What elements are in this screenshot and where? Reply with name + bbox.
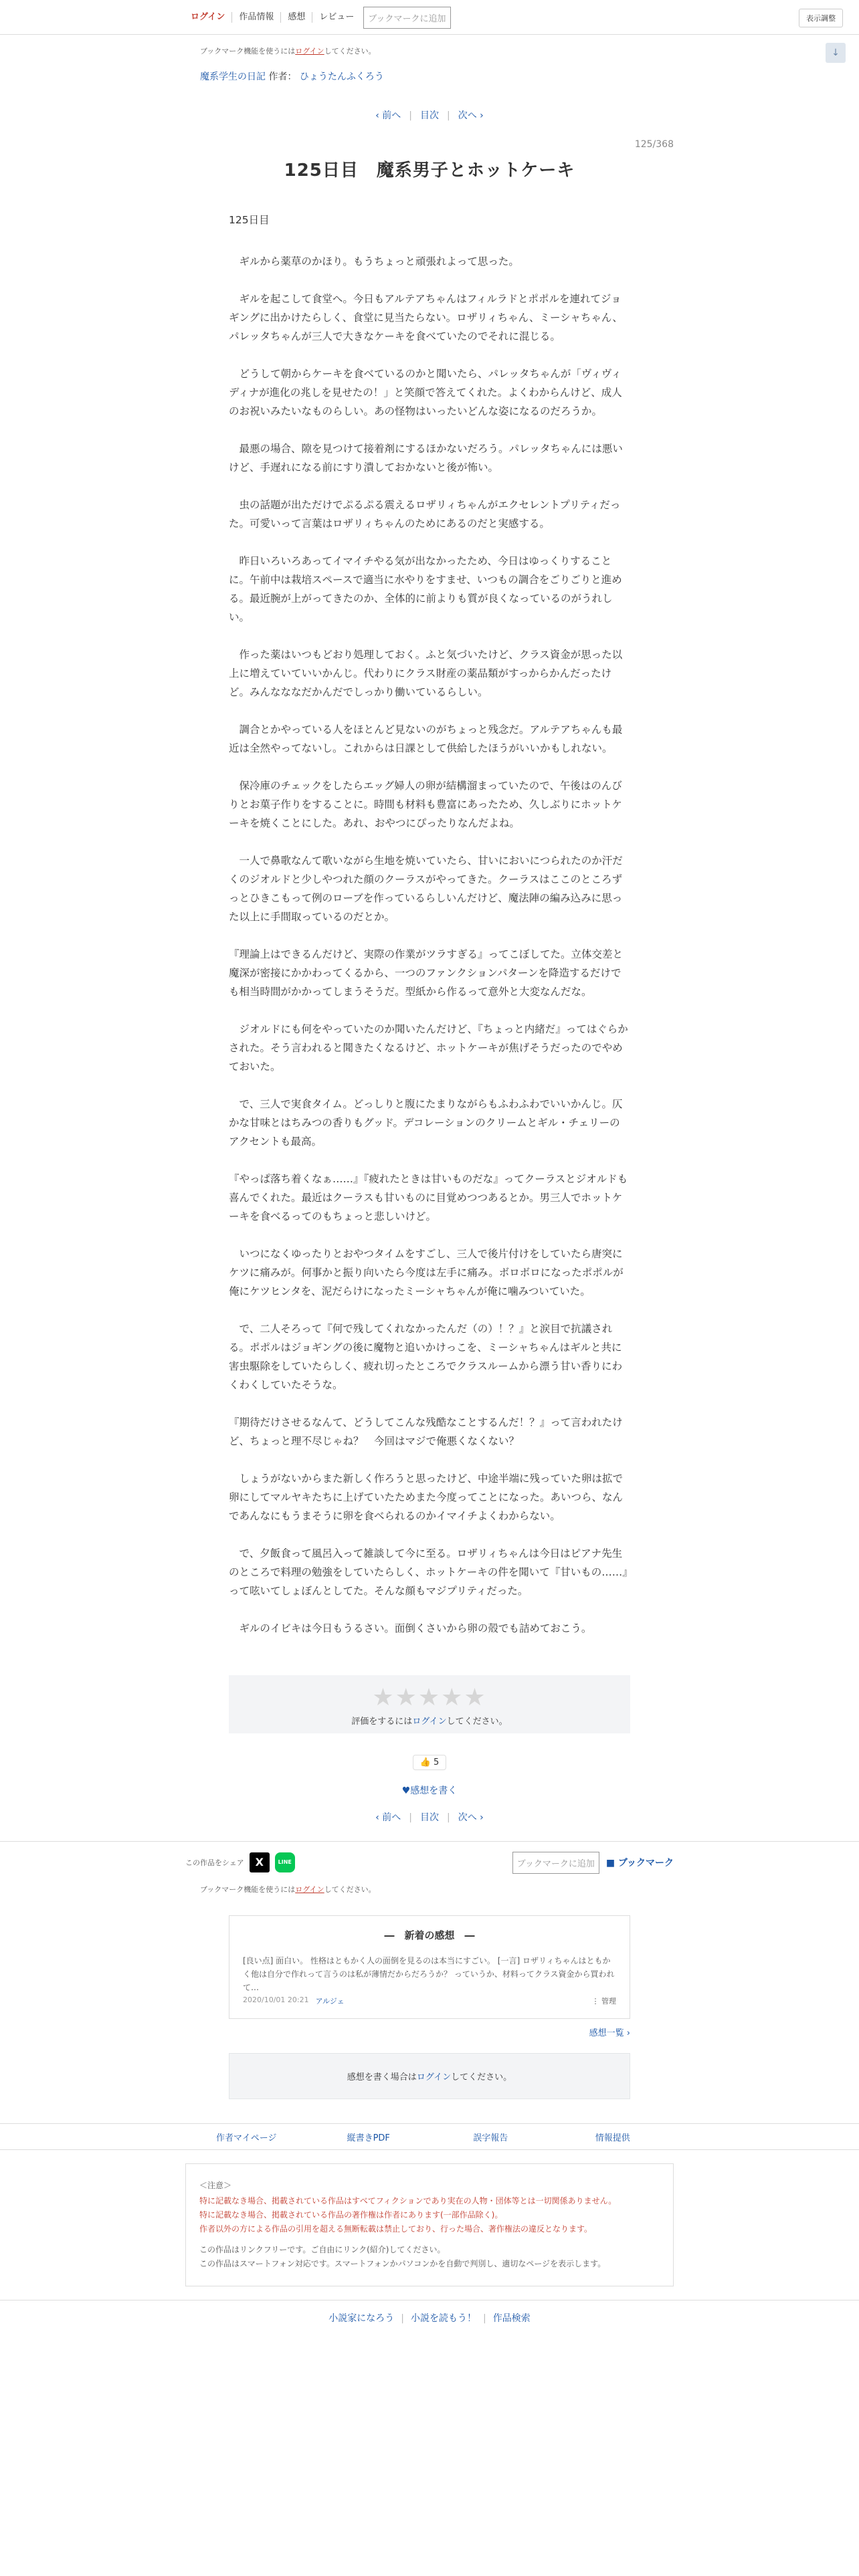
impression-manage-button[interactable]: ⋮ 管理: [591, 1997, 616, 2006]
impressions-list-link[interactable]: 感想一覧 ›: [589, 2028, 630, 2038]
impression-login-link[interactable]: ログイン: [416, 2072, 452, 2082]
review-link[interactable]: レビュー: [319, 12, 355, 22]
series-title-link[interactable]: 魔系学生の日記: [200, 72, 266, 82]
author-link[interactable]: ひょうたんふくろう: [299, 72, 384, 82]
impression-date: 2020/10/01 20:21: [243, 1996, 309, 2004]
notice-header: ＜注意＞: [199, 2181, 232, 2190]
bookmark-login-note-bottom: ブックマーク機能を使うにはログインしてください。: [200, 1885, 376, 1894]
notice-reprint: 作者以外の方による作品の引用を超える無断転載は禁止しており、行った場合、著作権法の違反となります。: [199, 2224, 593, 2234]
latest-impressions-box: [229, 1915, 630, 2019]
bookmark-link[interactable]: ■ ブックマーク: [605, 1858, 674, 1868]
novel-paragraph: しょうがないからまた新しく作ろうと思ったけど、中途半端に残っていた卵は拡で卵にしてマルヤキたちに上げていたためまた今度ってことになった。あいつら、なんであんなにもうまそうに卵を食べられるのかイマイチよくわからない。: [229, 1473, 624, 1522]
like-count: 5: [434, 1757, 440, 1767]
rating-box: [229, 1675, 630, 1733]
novel-paragraph: 昨日いろいろあってイマイチやる気が出なかったため、今日はゆっくりすることに。午前中は栽培スペースで適当に水やりをすませ、いつもの調合をごりごりと進める。最近腕が上がってきたのか、全体的に前よりも質が良くなっているのがうれしい。: [229, 555, 622, 623]
novel-paragraph: ギルを起こして食堂へ。今日もアルテアちゃんはフィルラドとポポルを連れてジョギングに出かけたらしく、食堂に見当たらない。ロザリィちゃん、ミーシャちゃん、パレッタちゃんが三人で大きなケーキを食べていたのでそれに混じる。: [229, 293, 623, 342]
author-label: 作者：: [268, 72, 297, 82]
bookmark-add-button[interactable]: ブックマークに追加: [363, 7, 450, 29]
impression-text: [良い点] 面白い。 性格はともかく人の面倒を見るのは本当にすごい。 [一言] ロザリィちゃんはともかく他は自分で作れって言うのは私が薄情だからだろうか？ っていうか、材料ってクラス資金から買われて…: [243, 1956, 615, 1992]
rating-login-link[interactable]: ログイン: [412, 1717, 447, 1727]
novel-search-link[interactable]: 作品検索: [492, 2313, 531, 2324]
impressions-link[interactable]: 感想: [281, 12, 312, 23]
x-share-icon[interactable]: X: [250, 1852, 270, 1872]
novel-paragraph: ギルから薬草のかほり。もうちょっと頑張れよって思った。: [229, 255, 519, 267]
novel-paragraph: で、夕飯食って風呂入って雑談して今に至る。ロザリィちゃんは今日はピアナ先生のところで料理の勉強をしていたらしく、ホットケーキの件を聞いて『甘いもの……』って呟いてしょぼんとしてた。そんな顔もマジプリティだった。: [229, 1547, 628, 1597]
notice-linkfree: この作品はリンクフリーです。ご自由にリンク(紹介)してください。: [199, 2245, 446, 2254]
rating-stars-icon[interactable]: ★★★★★: [372, 1684, 487, 1711]
line-share-icon[interactable]: LINE: [275, 1852, 295, 1872]
impression-meta: [243, 1996, 616, 2006]
novel-paragraph: 虫の話題が出ただけでぷるぷる震えるロザリィちゃんがエクセレントプリティだった。可愛いって言葉はロザリィちゃんのためにあるのだと実感する。: [229, 499, 621, 530]
like-button[interactable]: [413, 1755, 447, 1770]
site-links: 小説家になろう | 小説を読もう！ | 作品検索: [0, 2300, 859, 2325]
novel-paragraph: 一人で鼻歌なんて歌いながら生地を焼いていたら、甘いにおいにつられたのか汗だくのジオルドと少しやつれた顔のクーラスがやってきた。クーラスはここのところずっとひきこもって例のローブを作っているらしいんだけど、魔法陣の編み込みに思った以上に手間取っているのだとか。: [229, 855, 623, 923]
impression-user-link[interactable]: アルジェ: [315, 1997, 345, 2006]
yomou-link[interactable]: 小説を読もう！: [411, 2313, 476, 2324]
novel-paragraph: 『期待だけさせるなんて、どうしてこんな残酷なことするんだ！？』って言われたけど、ちょっと理不尽じゃね？ 今回はマジで俺悪くなくない？: [229, 1416, 623, 1447]
series-info: [185, 70, 674, 83]
novel-paragraph: 『やっぱ落ち着くなぁ……』『疲れたときは甘いものだな』ってクーラスとジオルドも喜んでくれた。最近はクーラスも甘いものに目覚めつつあるとか。男三人でホットケーキを食べるってのもちょっと悲しいけど。: [229, 1173, 628, 1222]
likes: [0, 1755, 859, 1770]
novel-paragraph: で、二人そろって『何で残してくれなかったんだ（の）！？』と涙目で抗議される。ポポルはジョギングの後に魔物と追いかけっこを、ミーシャちゃんはギルと共に害虫駆除をしていたらしく、疲れ切ったところでクラスルームから漂う甘い香りにわくわくしていたそうな。: [229, 1323, 623, 1391]
prev-chapter-link-bottom[interactable]: ‹ 前へ: [375, 1812, 401, 1823]
page-number: 125/368: [634, 139, 674, 150]
share-label: この作品をシェア: [185, 1858, 244, 1867]
impression-login-box: 感想を書く場合はログインしてください。: [229, 2053, 630, 2099]
content-header: [185, 45, 674, 181]
episode-title: 125日目 魔系男子とホットケーキ: [284, 160, 575, 181]
bookmark-login-note: ブックマーク機能を使うにはログインしてください。: [200, 47, 376, 56]
thumbs-up-icon: 👍: [419, 1757, 431, 1767]
top-nav: [0, 0, 859, 35]
next-chapter-link[interactable]: 次へ ›: [458, 110, 484, 121]
chapter-pager-top: ‹ 前へ | 目次 | 次へ ›: [185, 108, 674, 122]
notice-box: [185, 2163, 674, 2286]
login-link[interactable]: ログイン: [185, 12, 232, 23]
info-provide-link[interactable]: 情報提供: [595, 2133, 630, 2143]
notice-smartphone: この作品はスマートフォン対応です。スマートフォンかパソコンかを自動で判別し、適切なページを表示します。: [199, 2259, 606, 2268]
novel-paragraph: で、三人で実食タイム。どっしりと腹にたまりながらもふわふわでいいかんじ。仄かな甘味とはちみつの香りもグッド。デコレーションのクリームとギル・チェリーのアクセントも最高。: [229, 1098, 623, 1148]
novel-paragraph: ギルのイビキは今日もうるさい。面倒くさいから卵の殻でも詰めておこう。: [229, 1622, 592, 1634]
bookmark-add-button-bottom[interactable]: ブックマークに追加: [512, 1852, 599, 1874]
next-chapter-link-bottom[interactable]: 次へ ›: [458, 1812, 484, 1823]
impressions-title: ― 新着の感想 ―: [384, 1929, 475, 1941]
display-settings-button[interactable]: 表示調整: [799, 9, 843, 27]
novel-paragraph: 作った薬はいつもどおり処理しておく。ふと気づいたけど、クラス資金が思った以上に増えていていいかんじ。代わりにクラス財産の薬品類がすっからかんだったけど。みんなななだかんだでしっかり働いているらしい。: [229, 649, 623, 698]
novel-info-link[interactable]: 作品情報: [232, 12, 281, 23]
vertical-pdf-link[interactable]: 縦書きPDF: [347, 2133, 390, 2143]
notice-fiction: 特に記載なき場合、掲載されている作品はすべてフィクションであり実在の人物・団体等とは一切関係ありません。: [199, 2196, 617, 2206]
novel-paragraph: 調合とかやっている人をほとんど見ないのがちょっと残念だ。アルテアちゃんも最近は全然やってないし。これからは日課として供給したほうがいいかもしれない。: [229, 724, 623, 754]
novel-body: [229, 211, 630, 1638]
rating-login-note: 評価をするにはログインしてください。: [351, 1717, 508, 1727]
novel-paragraph: いつになくゆったりとおやつタイムをすごし、三人で後片付けをしていたら唐突にケツに痛みが。何事かと振り向いたら今度は左手に痛み。ボロボロになったポポルが俺にケツヒンタを、泥だらけになったミーシャちゃんが俺に噛みついていた。: [229, 1248, 624, 1297]
bookmark-login-link[interactable]: ログイン: [295, 47, 324, 56]
prev-chapter-link[interactable]: ‹ 前へ: [375, 110, 401, 121]
toc-link-bottom[interactable]: 目次: [420, 1812, 439, 1823]
toc-link[interactable]: 目次: [420, 110, 439, 121]
footer-links: [0, 2123, 859, 2150]
novel-paragraph: ジオルドにも何をやっていたのか聞いたんだけど、『ちょっと内緒だ』ってはぐらかされた。そう言われると聞きたくなるけど、ホットケーキが焦げそうだったのでやめておいた。: [229, 1023, 628, 1073]
share-bar: [0, 1841, 859, 1897]
novel-paragraph: 最悪の場合、隙を見つけて接着剤にするほかないだろう。パレッタちゃんには悪いけど、手遅れになる前にすり潰しておかないと後が怖い。: [229, 443, 623, 473]
novel-paragraph: どうして朝からケーキを食べているのかと聞いたら、パレッタちゃんが「ヴィヴィディナが進化の兆しを見せたの！」と笑顔で答えてくれた。よくわからんけど、成人のお祝いみたいなものらしい。あの怪物はいったいどんな姿になるのだろうか。: [229, 368, 622, 417]
write-impression-link[interactable]: ♥感想を書く: [401, 1786, 458, 1796]
novel-paragraph: 『理論上はできるんだけど、実際の作業がツラすぎる』ってこぼしてた。立体交差と魔深が密接にかかわってくるから、一つのファンクションパターンを降造するだけでも相当時間がかかってしまうそうだ。型紙から作るって意外と大変なんだな。: [229, 948, 624, 998]
author-mypage-link[interactable]: 作者マイページ: [216, 2133, 277, 2143]
narou-link[interactable]: 小説家になろう: [328, 2313, 395, 2324]
bookmark-login-link-bottom[interactable]: ログイン: [295, 1885, 324, 1894]
episode-subtitle: 125日目: [229, 214, 270, 226]
typo-report-link[interactable]: 誤字報告: [473, 2133, 508, 2143]
notice-copyright: 特に記載なき場合、掲載されている作品の著作権は作者にあります(一部作品除く)。: [199, 2210, 503, 2220]
novel-paragraph: 保冷庫のチェックをしたらエッグ婦人の卵が結構溜まっていたので、午後はのんびりとお菓子作りをすることに。時間も材料も豊富にあったため、久しぶりにホットケーキを焼くことにした。あれ、おやつにぴったりなんだよね。: [229, 780, 622, 829]
chapter-pager-bottom: ‹ 前へ | 目次 | 次へ ›: [0, 1810, 859, 1824]
scroll-down-icon[interactable]: ↓: [826, 43, 846, 63]
